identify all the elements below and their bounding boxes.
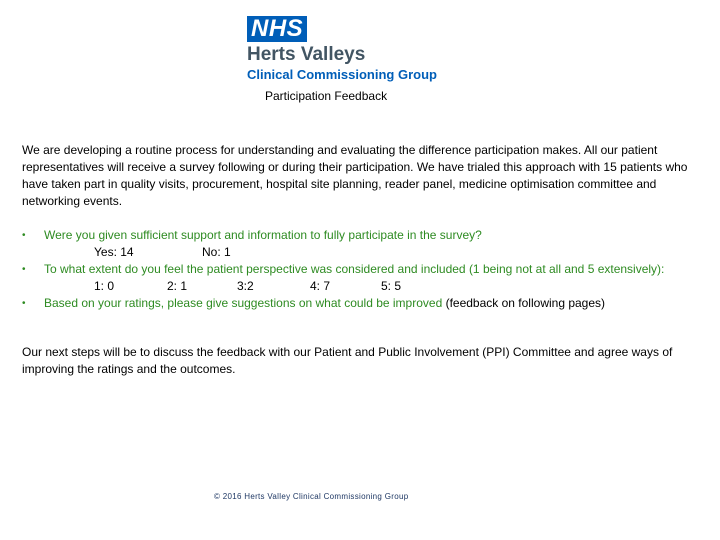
question-item: [22, 261, 706, 278]
page-title: Participation Feedback: [265, 89, 388, 103]
org-name: Herts Valleys: [247, 44, 366, 65]
nhs-lozenge: NHS: [247, 16, 307, 42]
question-item: [22, 227, 706, 244]
question-text: Based on your ratings, please give suggestions on what could be improved: [44, 296, 443, 310]
question-text: Were you given sufficient support and information to fully participate in the survey?: [44, 228, 482, 242]
question-item: [22, 295, 706, 312]
question-suffix: (feedback on following pages): [442, 296, 606, 310]
question-list: [22, 227, 706, 312]
nhs-logo: [247, 16, 437, 83]
rating-4: 4: 7: [310, 279, 331, 293]
answer-no: No: 1: [202, 245, 231, 259]
copyright-footer: © 2016 Herts Valley Clinical Commissioning Group: [214, 492, 409, 501]
answer-row: [22, 278, 706, 295]
answer-row: [22, 244, 706, 261]
next-steps-paragraph: Our next steps will be to discuss the feedback with our Patient and Public Involvement (PPI) Committee and agree ways of improving the ratings and the outcomes.: [22, 345, 673, 376]
intro-paragraph: We are developing a routine process for understanding and evaluating the difference participation makes. All our patient representatives will receive a survey following or during their participation. We have trialed this approach with 15 patients who have taken part in quality visits, procurement, hospital site planning, reader panel, medicine optimisation committee and networking events.: [22, 143, 688, 208]
bullet: •: [22, 230, 26, 241]
rating-1: 1: 0: [94, 279, 115, 293]
question-text: To what extent do you feel the patient perspective was considered and included (1 being not at all and 5 extensively):: [44, 262, 665, 276]
rating-5: 5: 5: [381, 279, 402, 293]
bullet: •: [22, 264, 26, 275]
bullet: •: [22, 298, 26, 309]
rating-3: 3:2: [237, 279, 254, 293]
answer-yes: Yes: 14: [94, 245, 134, 259]
rating-2: 2: 1: [167, 279, 188, 293]
org-subtitle: Clinical Commissioning Group: [247, 67, 437, 82]
